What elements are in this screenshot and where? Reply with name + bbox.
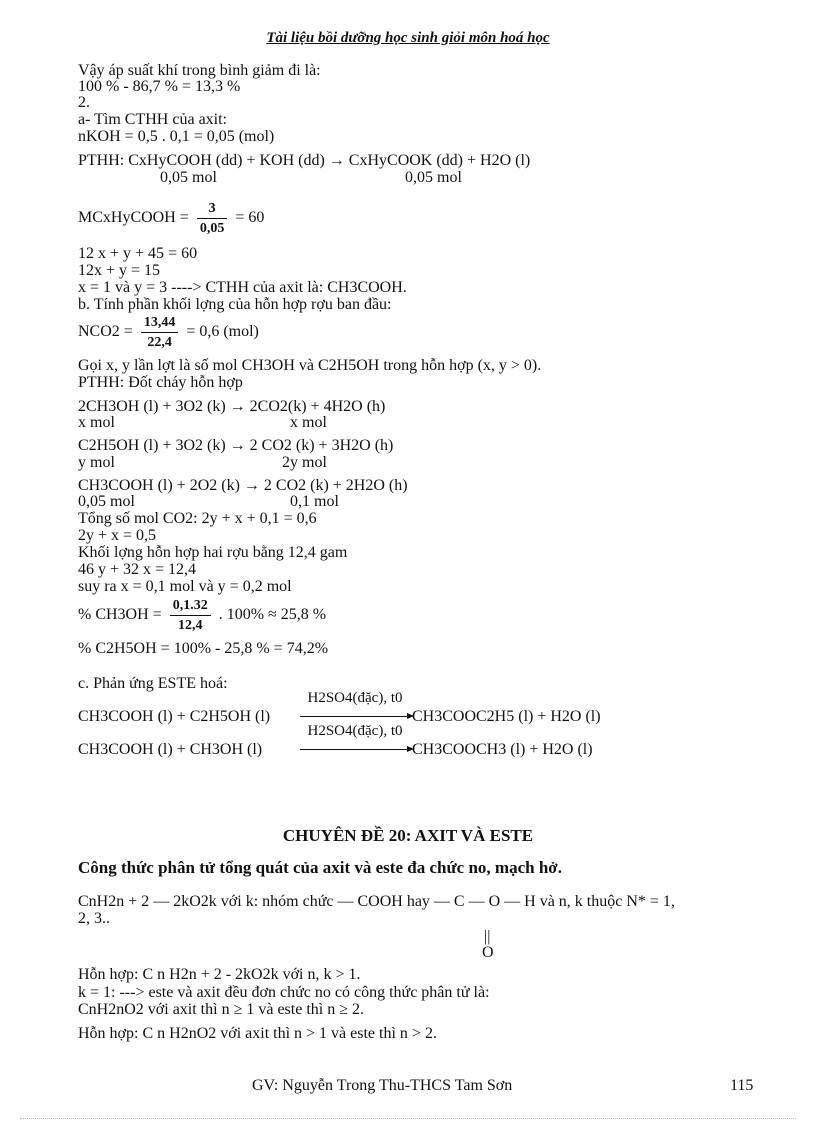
text-line: CnH2nO2 với axit thì n ≥ 1 và este thì n ≥ 2. — [78, 1001, 364, 1018]
oxygen-atom: O — [482, 944, 494, 961]
page-number: 115 — [730, 1077, 754, 1094]
double-bond-mark: || — [484, 928, 491, 945]
frac-right: = 60 — [235, 209, 265, 227]
text-line: suy ra x = 0,1 mol và y = 0,2 mol — [78, 578, 292, 595]
text-line: Hỗn hợp: C n H2nO2 với axit thì n > 1 và este thì n > 2. — [78, 1025, 437, 1042]
mol-label: 0,1 mol — [290, 493, 339, 510]
reaction-equation: CH3COOH (l) + 2O2 (k) → 2 CO2 (k) + 2H2O (h) — [78, 477, 408, 494]
frac-left: % CH3OH = — [78, 606, 162, 624]
mol-label: 0,05 mol — [78, 493, 135, 510]
reaction-condition: H2SO4(đặc), t0 — [307, 690, 403, 706]
text-line: k = 1: ---> este và axit đều đơn chức no có công thức phân tử là: — [78, 984, 490, 1001]
mol-label: 0,05 mol — [405, 169, 462, 186]
footer-divider — [20, 1118, 796, 1119]
section-subtitle: Công thức phân tử tổng quát của axit và este đa chức no, mạch hở. — [78, 858, 562, 877]
frac-left: NCO2 = — [78, 323, 133, 341]
fraction-numerator: 13,44 — [141, 314, 179, 333]
text-line: PTHH: Đốt cháy hỗn hợp — [78, 374, 243, 391]
text-line: a- Tìm CTHH của axit: — [78, 111, 227, 128]
text-line: 12 x + y + 45 = 60 — [78, 245, 198, 262]
text-line: b. Tính phần khối lợng của hỗn hợp rợu ban đầu: — [78, 296, 392, 313]
reaction-arrow — [300, 749, 408, 750]
mol-label: y mol — [78, 454, 115, 471]
mol-label: x mol — [290, 414, 327, 431]
text-line: x = 1 và y = 3 ----> CTHH của axit là: CH3COOH. — [78, 279, 407, 296]
reaction-arrow — [300, 716, 408, 717]
reaction-reactants: CH3COOH (l) + CH3OH (l) — [78, 741, 263, 758]
fraction — [197, 200, 228, 237]
text-line: 2y + x = 0,5 — [78, 527, 157, 544]
reaction-condition: H2SO4(đặc), t0 — [307, 723, 403, 739]
text-line: 46 y + 32 x = 12,4 — [78, 561, 197, 578]
fraction — [141, 314, 179, 351]
formula-percent-ch3oh — [78, 597, 326, 634]
fraction — [170, 597, 211, 634]
fraction-numerator: 0,1.32 — [170, 597, 211, 616]
text-line: Khối lợng hỗn hợp hai rợu bằng 12,4 gam — [78, 544, 348, 561]
fraction-denominator: 0,05 — [199, 221, 225, 236]
text-line: Vậy áp suất khí trong bình giảm đi là: — [78, 62, 321, 79]
reaction-products: CH3COOCH3 (l) + H2O (l) — [412, 741, 593, 758]
text-line: 100 % - 86,7 % = 13,3 % — [78, 78, 241, 95]
text-line: 12x + y = 15 — [78, 262, 161, 279]
text-line: nKOH = 0,5 . 0,1 = 0,05 (mol) — [78, 128, 275, 145]
text-line: Hỗn hợp: C n H2n + 2 - 2kO2k với n, k > 1. — [78, 966, 361, 983]
page-footer: GV: Nguyễn Trong Thu-THCS Tam Sơn — [252, 1077, 513, 1094]
frac-right: . 100% ≈ 25,8 % — [218, 606, 327, 624]
section-title: CHUYÊN ĐỀ 20: AXIT VÀ ESTE — [282, 826, 534, 845]
frac-right: = 0,6 (mol) — [186, 323, 259, 341]
text-line: CnH2n + 2 — 2kO2k với k: nhóm chức — COOH hay — C — O — H và n, k thuộc N* = 1, — [78, 893, 675, 910]
mol-label: x mol — [78, 414, 115, 431]
formula-molar-mass — [78, 200, 264, 237]
page-header: Tài liệu bồi dưỡng học sinh giỏi môn hoá học — [266, 30, 550, 46]
reaction-equation: 2CH3OH (l) + 3O2 (k) → 2CO2(k) + 4H2O (h) — [78, 398, 386, 415]
fraction-denominator: 22,4 — [147, 335, 172, 350]
text-line: % C2H5OH = 100% - 25,8 % = 74,2% — [78, 640, 329, 657]
text-line: Tổng số mol CO2: 2y + x + 0,1 = 0,6 — [78, 510, 317, 527]
formula-co2-mol — [78, 314, 259, 351]
fraction-denominator: 12,4 — [177, 618, 203, 633]
mol-label: 2y mol — [282, 454, 327, 471]
mol-label: 0,05 mol — [160, 169, 217, 186]
reaction-equation: PTHH: CxHyCOOH (dd) + KOH (dd) → CxHyCOOK (dd) + H2O (l) — [78, 152, 531, 169]
fraction-numerator: 3 — [197, 200, 228, 219]
reaction-equation: C2H5OH (l) + 3O2 (k) → 2 CO2 (k) + 3H2O (h) — [78, 437, 394, 454]
text-line: c. Phản ứng ESTE hoá: — [78, 675, 228, 692]
text-line: Gọi x, y lần lợt là số mol CH3OH và C2H5OH trong hỗn hợp (x, y > 0). — [78, 357, 542, 374]
reaction-reactants: CH3COOH (l) + C2H5OH (l) — [78, 708, 271, 725]
reaction-products: CH3COOC2H5 (l) + H2O (l) — [412, 708, 601, 725]
text-line: 2, 3.. — [78, 910, 110, 927]
frac-left: MCxHyCOOH = — [78, 209, 189, 227]
text-line: 2. — [78, 94, 90, 111]
